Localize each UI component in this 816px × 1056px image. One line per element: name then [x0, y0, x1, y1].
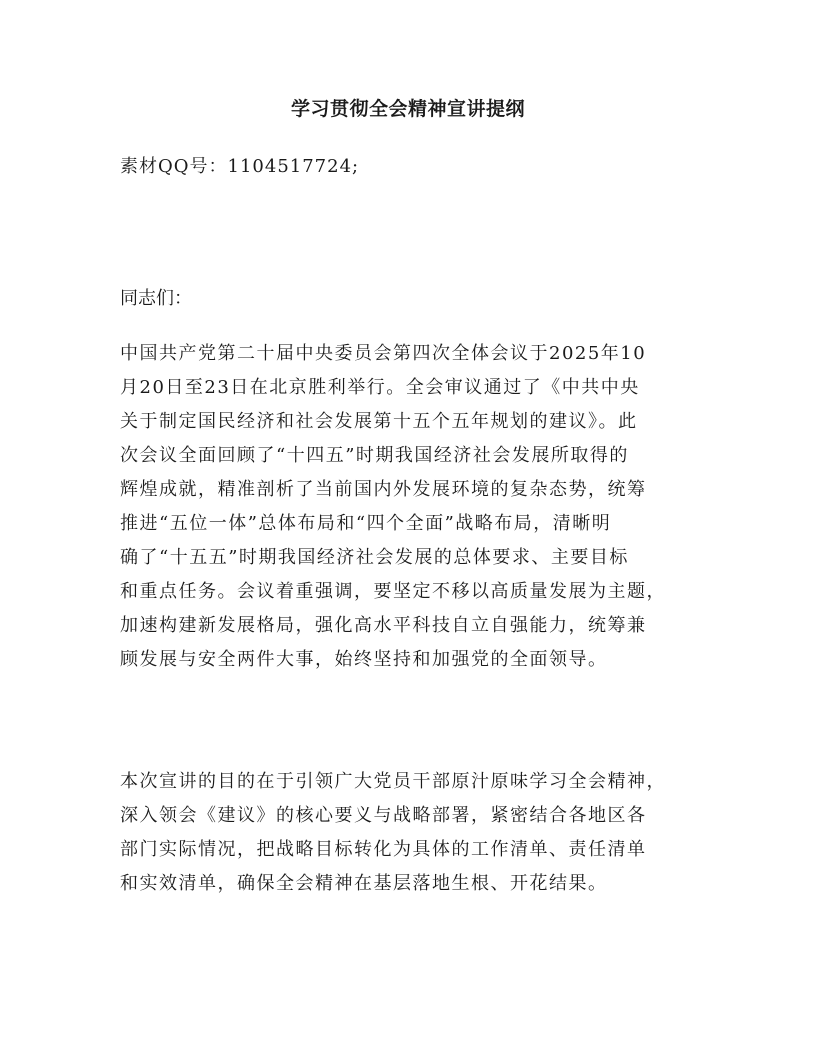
- salutation: 同志们：: [120, 288, 192, 309]
- paragraph-line: 顾发展与安全两件大事，始终坚持和加强党的全面领导。: [120, 649, 608, 670]
- paragraph-line: 确了“十五五”时期我国经济社会发展的总体要求、主要目标: [120, 547, 629, 568]
- paragraph-line: 本次宣讲的目的在于引领广大党员干部原汁原味学习全会精神，: [120, 771, 666, 792]
- paragraph-line: 部门实际情况，把战略目标转化为具体的工作清单、责任清单: [120, 839, 647, 860]
- paragraph-line: 加速构建新发展格局，强化高水平科技自立自强能力，统筹兼: [120, 615, 647, 636]
- paragraph-line: 深入领会《建议》的核心要义与战略部署，紧密结合各地区各: [120, 805, 647, 826]
- paragraph-lecture-purpose: [120, 765, 710, 901]
- paragraph-line: 次会议全面回顾了“十四五”时期我国经济社会发展所取得的: [120, 445, 629, 466]
- paragraph-line: 和实效清单，确保全会精神在基层落地生根、开花结果。: [120, 873, 608, 894]
- paragraph-line: 中国共产党第二十届中央委员会第四次全体会议于2025年10: [120, 343, 647, 364]
- source-qq-line: 素材QQ号：1104517724;: [120, 156, 360, 177]
- paragraph-line: 月20日至23日在北京胜利举行。全会审议通过了《中共中央: [120, 377, 640, 398]
- document-title: 学习贯彻全会精神宣讲提纲: [290, 98, 525, 120]
- paragraph-line: 辉煌成就，精准剖析了当前国内外发展环境的复杂态势，统筹: [120, 479, 647, 500]
- paragraph-line: 和重点任务。会议着重强调，要坚定不移以高质量发展为主题，: [120, 581, 666, 602]
- paragraph-line: 推进“五位一体”总体布局和“四个全面”战略布局，清晰明: [120, 513, 612, 534]
- paragraph-meeting-summary: [120, 337, 710, 677]
- paragraph-line: 关于制定国民经济和社会发展第十五个五年规划的建议》。此: [120, 411, 638, 432]
